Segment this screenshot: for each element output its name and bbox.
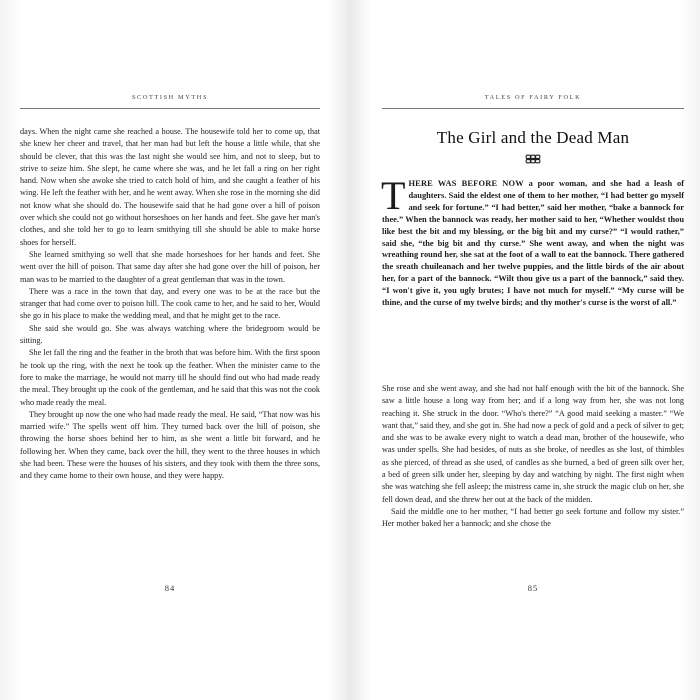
right-page	[350, 0, 700, 700]
drop-cap: T	[381, 173, 406, 218]
paragraph: They brought up now the one who had made ready the meal. He said, “That now was his married wife.” The spells went off him. They turned back over the hill of poison, she throwing the horse shoes behind her to him, as she went a little bit forward, and he following her. When they came, back over the hill, they went to the three houses in which she had been. These were the houses of his sisters, and they took with them the three sons, and they came home to their own house, and they were happy.	[20, 409, 320, 481]
paragraph: days. When the night came she reached a house. The housewife told her to come up, that she knew her cheer and travel, that her man had but left the house a little while, that she should be clever, that this was the last night she would see him, and not to sleep, but to strive to seize him. She slept, he came where she was, and he let fall a ring on her right hand. Now when she awoke she tried to catch hold of him, and she caught a feather of his wing. He left the feather with her, and he went away. When she rose in the morning she did not know what she should do. The housewife said that he had gone over a hill of poison over which she could not go without horseshoes on her hands and feet. She gave her man's clothes, and she told her to go to learn smithying till she should be able to make horse shoes for herself.	[20, 127, 320, 247]
paragraph: Said the middle one to her mother, “I had better go seek fortune and follow my sister.” Her mother baked her a bannock; and she chose the	[382, 506, 684, 529]
header-rule-left	[20, 108, 320, 109]
paragraph: She said she would go. She was always watching where the bridegroom would be sitting.	[20, 323, 320, 346]
story-opening-paragraph	[381, 173, 684, 309]
page-number-right: 85	[527, 583, 539, 593]
opening-text: a poor woman, and she had a leash of daughters. Said the eldest one of them to her mother, “I had better go myself and seek for fortune.” “I had better,” said her mother, “bake a bannock for thee.” When the bannock was ready, her mother said to her, “Whether wouldst thou like best the bit and my blessing, or the big bit and my curse?” “I would rather,” said she, “the big bit and thy curse.” She went away, and when the night was wreathing round her, she sat at the foot of a wall to eat the bannock. There gathered the sreath chuileanach and her twelve puppies, and the little birds of the air about her, for a part of the bannock. “Wilt thou give us a part of the bannock,” said they. “I won't give it, you ugly brutes; I have not much for myself.” “My curse will be thine, and the curse of my twelve birds; and thy mother's curse is the worst of all.”	[382, 179, 684, 308]
running-head-left: SCOTTISH MYTHS	[131, 94, 209, 101]
paragraph: She rose and she went away, and she had not half enough with the bit of the bannock. She saw a little house a long way from her; and if a long way from her, she was not long reaching it. She struck in the door. “Who's there?” “A good maid seeking a master.” “We want that,” said they, and she got in. She had now a peck of gold and a peck of silver to get; and she was to be awake every night to watch a dead man, brother of the housewife, who was under spells. She had besides, of nuts as she broke, of needles as she lost, of thimbles as she pierced, of thread as she used, of candles as she burned, a bed of green silk over her, a bed of green silk under her, sleeping by day and watching by night. The first night when she was watching she fell asleep; the mistress came in, she struck the magic club on her, she fell down dead, and she threw her out at the back of the midden.	[382, 384, 684, 504]
paragraph: She let fall the ring and the feather in the broth that was before him. With the first spoon he took up the ring, with the next he took up the feather. When the minister came to the fore to make the marriage, he would not marry till he should find out who had made ready the meal. They brought up the cook of the gentleman, and he said that this was not the cook who made ready the meal.	[20, 348, 320, 407]
right-page-body	[382, 383, 684, 531]
lead-in-caps: HERE WAS BEFORE NOW	[408, 179, 524, 188]
celtic-knot-ornament-icon	[525, 154, 541, 164]
running-head-right: TALES OF FAIRY FOLK	[484, 94, 582, 101]
paragraph: She learned smithying so well that she made horseshoes for her hands and feet. She went over the hill of poison. That same day after she had gone over the hill of poison, her man was to be married to the daughter of a great gentleman that was in the town.	[20, 249, 320, 284]
page-number-left: 84	[164, 583, 176, 593]
header-rule-right	[382, 108, 684, 109]
story-title: The Girl and the Dead Man	[436, 128, 630, 147]
left-page-body	[20, 126, 320, 483]
paragraph: There was a race in the town that day, and every one was to be at the race but the stranger that had come over to poison hill. The cook came to her, and he said to her, Would she go in his place to make the wedding meal, and that he might get to the race.	[20, 286, 320, 321]
